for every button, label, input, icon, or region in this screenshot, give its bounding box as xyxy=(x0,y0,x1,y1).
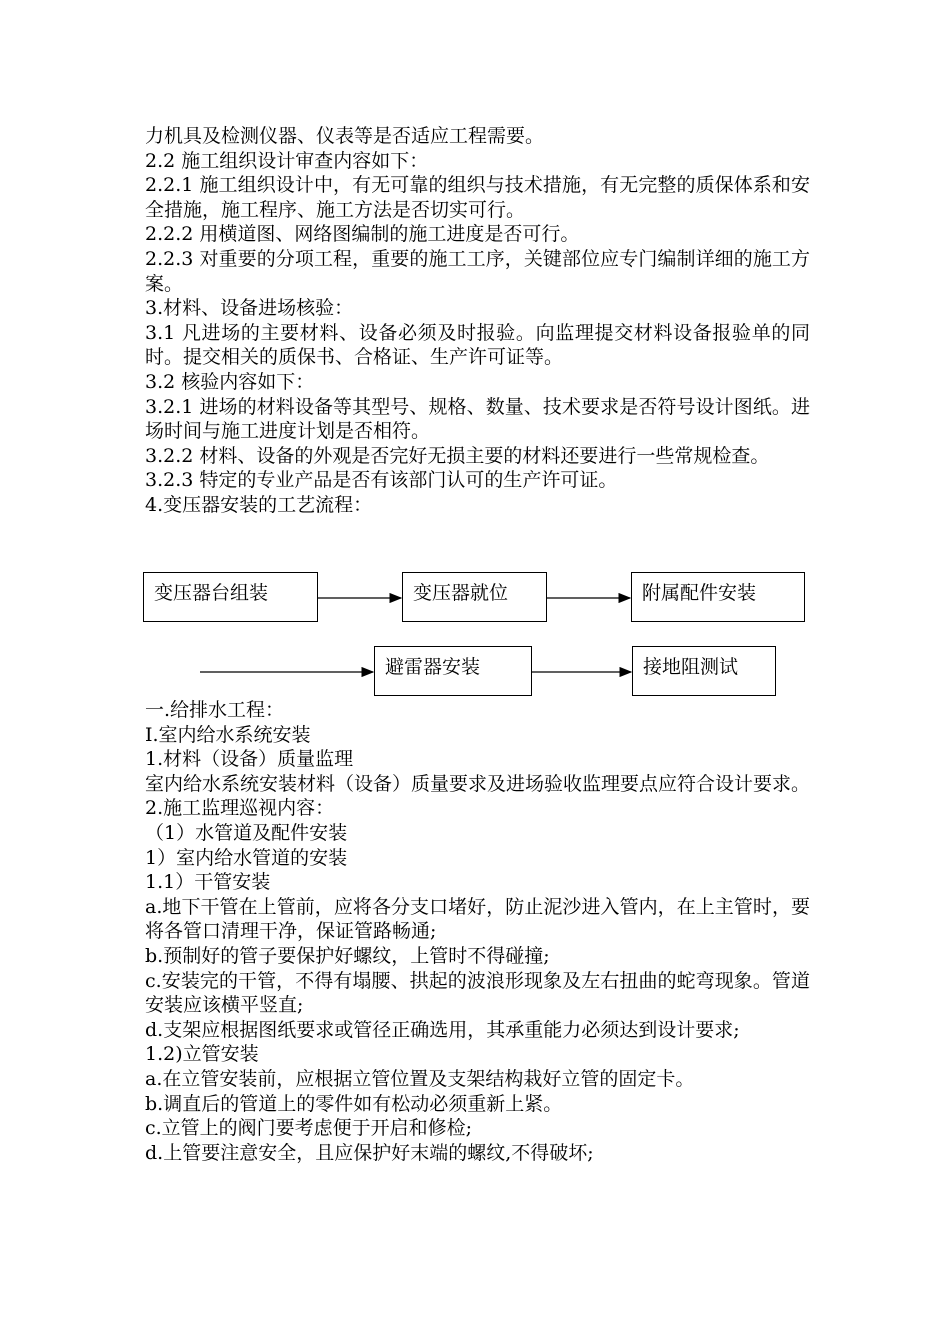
flow-step-box: 避雷器安装 xyxy=(374,646,532,696)
paragraph: a.在立管安装前，应根据立管位置及支架结构栽好立管的固定卡。 xyxy=(145,1067,695,1090)
paragraph: 2.施工监理巡视内容： xyxy=(145,797,335,820)
paragraph: b.预制好的管子要保护好螺纹，上管时不得碰撞; xyxy=(145,944,550,967)
paragraph: 3.2.3 特定的专业产品是否有该部门认可的生产许可证。 xyxy=(145,469,618,492)
paragraph: 2.2.1 施工组织设计中，有无可靠的组织与技术措施，有无完整的质保体系和安全措施，施工程序、施工方法是否切实可行。 xyxy=(145,174,810,221)
paragraph: 2.2 施工组织设计审查内容如下： xyxy=(145,149,429,172)
paragraph: a.地下干管在上管前，应将各分支口堵好，防止泥沙进入管内，在上主管时，要将各管口清理干净，保证管路畅通; xyxy=(145,895,810,943)
paragraph: 1.材料（设备）质量监理 xyxy=(145,748,354,771)
flow-step-box: 变压器就位 xyxy=(402,572,547,622)
text-section-top xyxy=(145,124,810,518)
paragraph: 3.2.2 材料、设备的外观是否完好无损主要的材料还要进行一些常规检查。 xyxy=(145,444,770,467)
paragraph: 2.2.2 用横道图、网络图编制的施工进度是否可行。 xyxy=(145,223,580,246)
paragraph: 3.1 凡进场的主要材料、设备必须及时报验。向监理提交材料设备报验单的同时。提交相关的质保书、合格证、生产许可证等。 xyxy=(145,321,810,369)
text-section-bottom xyxy=(145,698,810,1165)
section-heading: 一.给排水工程： xyxy=(145,699,285,721)
paragraph: 2.2.3 对重要的分项工程，重要的施工工序，关键部位应专门编制详细的施工方案。 xyxy=(145,247,810,295)
paragraph: （1）水管道及配件安装 xyxy=(145,821,348,844)
flow-step-box: 变压器台组装 xyxy=(143,572,318,622)
paragraph: 3.2.1 进场的材料设备等其型号、规格、数量、技术要求是否符号设计图纸。进场时间与施工进度计划是否相符。 xyxy=(145,395,810,443)
paragraph: c.安装完的干管，不得有塌腰、拱起的波浪形现象及左右扭曲的蛇弯现象。管道安装应该横平竖直; xyxy=(145,969,810,1017)
paragraph: 4.变压器安装的工艺流程： xyxy=(145,493,373,516)
paragraph: 1.1）干管安装 xyxy=(145,871,271,894)
paragraph: c.立管上的阀门要考虑便于开启和修检; xyxy=(145,1117,473,1140)
paragraph: I.室内给水系统安装 xyxy=(145,723,311,746)
paragraph: d.支架应根据图纸要求或管径正确选用，其承重能力必须达到设计要求; xyxy=(145,1018,740,1041)
paragraph: 3.2 核验内容如下： xyxy=(145,370,315,393)
paragraph: 1.2)立管安装 xyxy=(145,1043,259,1066)
paragraph: 3.材料、设备进场核验： xyxy=(145,297,354,320)
paragraph: 1）室内给水管道的安装 xyxy=(145,846,348,869)
paragraph: d.上管要注意安全，且应保护好末端的螺纹,不得破坏; xyxy=(145,1141,594,1164)
paragraph: 力机具及检测仪器、仪表等是否适应工程需要。 xyxy=(145,125,545,147)
flow-step-box: 接地阻测试 xyxy=(632,646,776,696)
flow-step-box: 附属配件安装 xyxy=(631,572,805,622)
paragraph: 室内给水系统安装材料（设备）质量要求及进场验收监理要点应符合设计要求。 xyxy=(145,772,811,795)
paragraph: b.调直后的管道上的零件如有松动必须重新上紧。 xyxy=(145,1092,563,1115)
